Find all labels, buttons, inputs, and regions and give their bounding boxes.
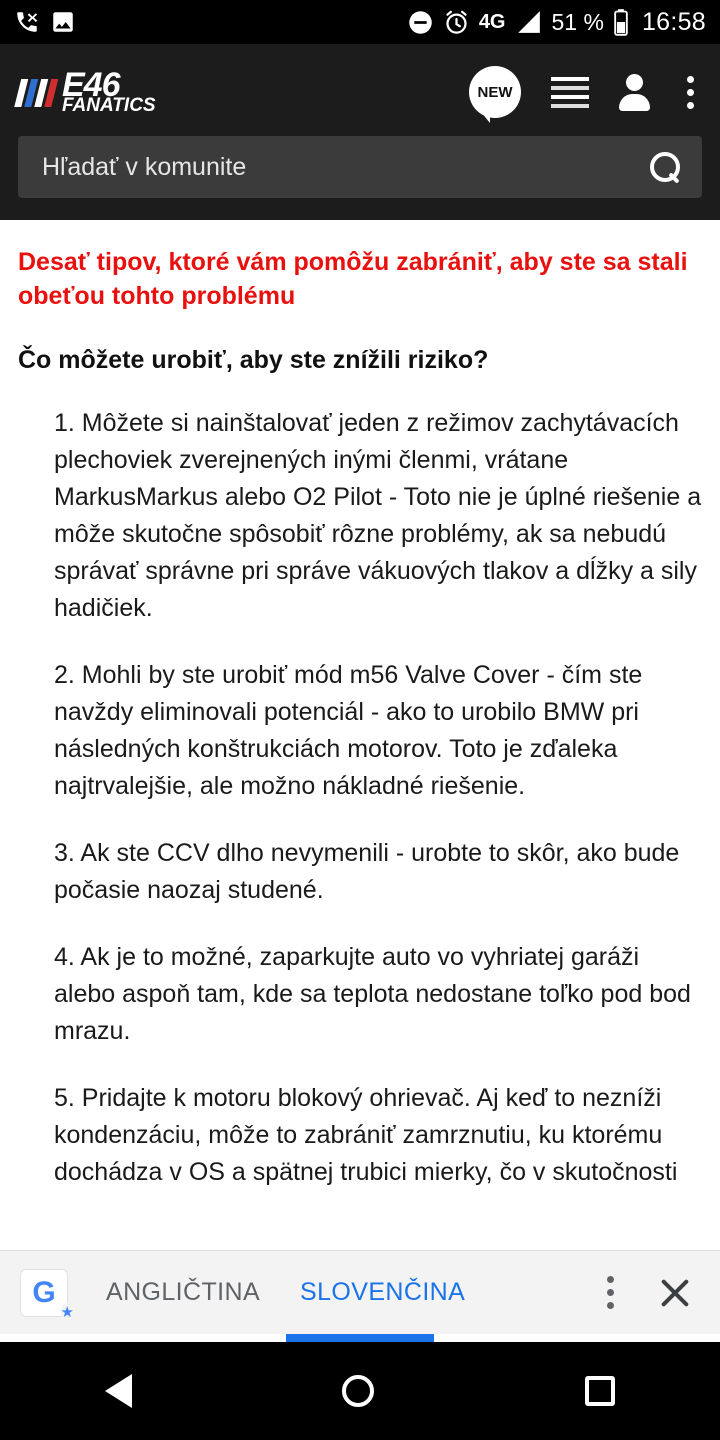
status-bar-left-icons	[14, 9, 76, 35]
translate-target-language[interactable]: SLOVENČINA	[300, 1278, 466, 1306]
close-icon[interactable]	[658, 1276, 692, 1310]
search-bar-wrapper	[0, 118, 720, 220]
site-header	[0, 44, 720, 118]
battery-icon	[613, 8, 629, 36]
logo-text	[62, 66, 156, 116]
android-status-bar	[0, 0, 720, 44]
site-logo[interactable]	[18, 68, 156, 116]
translate-actions	[607, 1276, 700, 1310]
status-bar-right-icons	[407, 8, 706, 37]
account-icon[interactable]	[619, 74, 649, 110]
home-icon[interactable]	[342, 1375, 374, 1407]
back-icon[interactable]	[105, 1374, 132, 1408]
new-badge-label: NEW	[477, 83, 513, 101]
article-paragraph: 3. Ak ste CCV dlho nevymenili - urobte to skôr, ako bude počasie naozaj studené.	[54, 838, 680, 904]
article-paragraph: 4. Ak je to možné, zaparkujte auto vo vyhriatej garáži alebo aspoň tam, kde sa teplota nedostane toľko pod bod mrazu.	[54, 942, 691, 1045]
article-title: Desať tipov, ktoré vám pomôžu zabrániť, aby ste sa stali obeťou tohto problému	[18, 248, 688, 310]
article-body	[0, 220, 720, 1191]
missed-call-icon	[14, 9, 40, 35]
menu-lines-icon[interactable]	[551, 77, 589, 108]
article-paragraph: 5. Pridajte k motoru blokový ohrievač. Aj keď to nezníži kondenzáciu, môže to zabrániť zamrznutiu, ku ktorému dochádza v OS a spätnej trubici mierky, čo v skutočnosti	[54, 1083, 678, 1186]
clock-time: 16:58	[641, 7, 706, 36]
do-not-disturb-icon	[407, 9, 434, 36]
network-label: 4G	[478, 10, 506, 33]
new-messages-icon[interactable]	[469, 66, 521, 118]
signal-icon	[515, 9, 543, 35]
battery-percentage: 51 %	[551, 8, 604, 35]
article-paragraph: 2. Mohli by ste urobiť mód m56 Valve Cover - čím ste navždy eliminovali potenciál - ako to urobilo BMW pri následných konštrukciách motorov. Toto je zďaleka najtrvalejšie, ale možno nákladné riešenie.	[54, 660, 643, 800]
recents-icon[interactable]	[585, 1376, 615, 1406]
google-translate-bar	[0, 1250, 720, 1334]
search-icon[interactable]	[650, 152, 680, 182]
translate-source-language[interactable]: ANGLIČTINA	[106, 1278, 261, 1306]
article-paragraph: 1. Môžete si nainštalovať jeden z režimov zachytávacích plechoviek zverejnených inými členmi, vrátane MarkusMarkus alebo O2 Pilot - Toto nie je úplné riešenie a môže skutočne spôsobiť rôzne problémy, ak sa nebudú správať správne pri správe vákuových tlakov a dĺžky a sily hadičiek.	[54, 408, 702, 622]
logo-stripes-icon	[14, 77, 58, 107]
search-input[interactable]	[18, 136, 702, 198]
article-subtitle: Čo môžete urobiť, aby ste znížili riziko?	[18, 345, 489, 374]
google-translate-icon	[20, 1269, 68, 1317]
overflow-menu-icon[interactable]	[679, 74, 702, 111]
logo-main-text: E46	[62, 66, 120, 104]
header-icon-group	[469, 66, 702, 118]
search-placeholder: Hľadať v komunite	[42, 152, 247, 181]
image-icon	[50, 9, 76, 35]
logo-sub-text: FANATICS	[62, 95, 156, 116]
network-4g-icon	[479, 11, 506, 34]
header-row	[18, 66, 702, 118]
google-translate-letter: G	[32, 1275, 56, 1309]
overflow-menu-icon[interactable]	[607, 1276, 614, 1309]
android-navigation-bar	[0, 1342, 720, 1440]
alarm-icon	[443, 9, 470, 36]
